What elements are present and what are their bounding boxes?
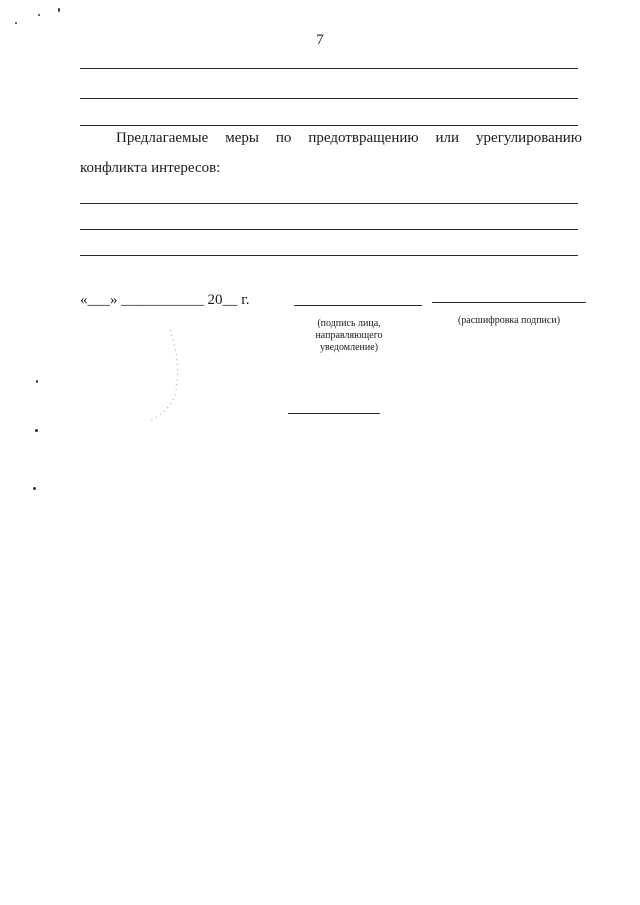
faint-stamp-trace (130, 325, 190, 425)
answer-line (80, 68, 578, 69)
page-number: 7 (316, 32, 324, 48)
scan-speck (36, 380, 38, 383)
signature-line (294, 305, 422, 306)
scan-speck (15, 22, 17, 24)
signature-caption (294, 318, 404, 354)
scan-speck (58, 8, 60, 12)
decoding-line (432, 302, 586, 303)
answer-line (80, 125, 578, 126)
scan-speck (35, 429, 38, 432)
scan-speck (33, 487, 36, 490)
answer-line (80, 203, 578, 204)
signature-caption-line: уведомление) (319, 342, 379, 353)
measures-heading-line1 (80, 130, 582, 147)
signature-caption-line: направляющего (315, 330, 383, 341)
decoding-caption: (расшифровка подписи) (457, 315, 561, 326)
heading-word: урегулированию (476, 130, 582, 146)
heading-word: меры (225, 130, 259, 146)
signature-caption-line: (подпись лица, (317, 318, 381, 329)
heading-word: предотвращению (308, 130, 419, 146)
answer-line (80, 255, 578, 256)
scan-speck (38, 14, 40, 16)
answer-line (80, 229, 578, 230)
answer-line (80, 98, 578, 99)
heading-word: Предлагаемые (116, 130, 209, 146)
date-field: «___» ___________ 20__ г. (80, 292, 250, 308)
heading-word: или (435, 130, 460, 146)
short-line (288, 413, 380, 414)
heading-word: по (275, 130, 292, 146)
measures-heading-line2: конфликта интересов: (80, 160, 221, 176)
